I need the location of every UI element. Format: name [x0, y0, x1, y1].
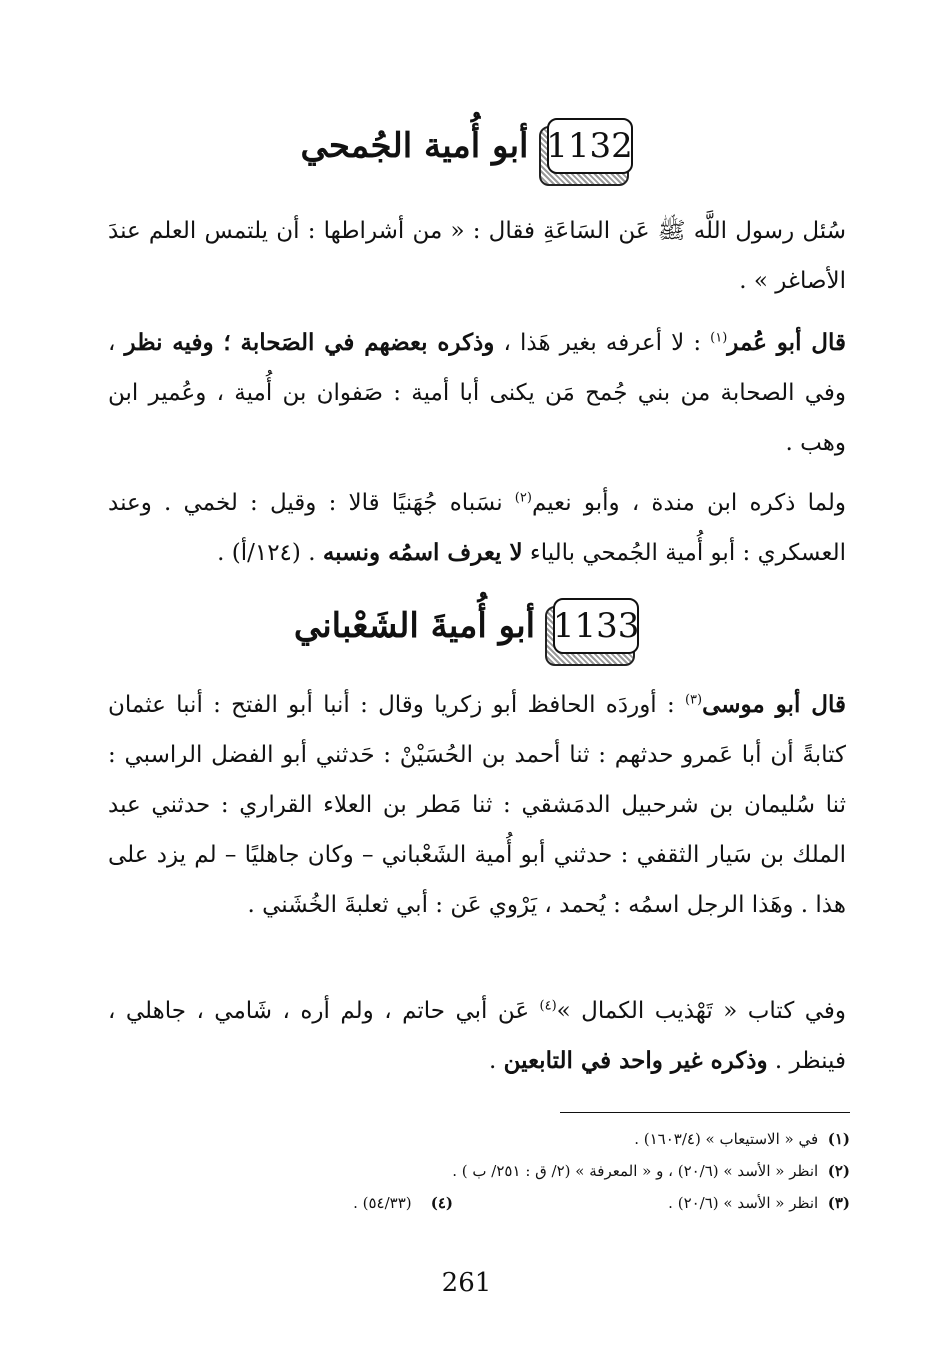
entry-1132-paragraph-3: [108, 478, 846, 578]
footnote-ref: (٢): [514, 490, 532, 506]
footnote-number: (٤): [430, 1194, 453, 1212]
footnote-2: [452, 1156, 850, 1186]
footnote-text: انظر « الأسد » (٢٠/٦) .: [668, 1194, 819, 1212]
entry-heading-1132: [0, 118, 933, 174]
footnote-ref: (١): [710, 330, 728, 346]
entry-1132-paragraph-2: [108, 318, 846, 468]
emphasis-text: وذكره غير واحد في التابعين: [503, 1047, 768, 1074]
entry-number: 1133: [553, 598, 639, 654]
entry-title: أبو أُمية الجُمحي: [300, 126, 529, 166]
emphasis-text: لا يعرف اسمُه ونسبه: [322, 539, 523, 566]
paragraph-text: ولما ذكره ابن مندة ، وأبو نعيم: [531, 490, 846, 516]
entry-1133-paragraph-2: [108, 986, 846, 1086]
paragraph-text: وفي كتاب « تَهْذيب الكمال »: [556, 998, 847, 1024]
entry-heading-1133: [0, 598, 933, 654]
footnote-text: انظر « الأسد » (٢٠/٦) ، و « المعرفة » (٢/ ق : ٢٥١/ ب ) .: [452, 1162, 819, 1180]
entry-number-box: [547, 118, 633, 174]
emphasis-text: وذكره بعضهم في الصَحابة ؛ وفيه نظر: [124, 329, 495, 356]
paragraph-text: عَن أبي حاتم ، ولم أره ، شَامي ، جاهلي ، فينظر .: [108, 998, 846, 1074]
footnote-divider: [560, 1112, 850, 1113]
footnote-text: (٥٤/٣٣) .: [353, 1194, 412, 1212]
paragraph-text: نسَباه جُهَنيًا قالا : وقيل : لخمي . وعند العسكري : أبو أُمية الجُمحي بالياء: [108, 490, 846, 566]
entry-1132-paragraph-1: سُئل رسول اللَّه ﷺ عَن السَاعَةِ فقال : « من أشراطها : أن يلتمس العلم عندَ الأصاغر » .: [108, 218, 846, 294]
author-name: قال أبو موسى: [702, 691, 846, 718]
paragraph-text: : أوردَه الحافظ أبو زكريا وقال : أنبا أبو الفتح : أنبا عثمان كتابةً أن أبا عَمرو حدثهم : ثنا أحمد بن الحُسَيْنْ : حَدثني أبو الفضل الراسبي : ثنا سُليمان بن شرحبيل الدمَشقي : ثنا مَطر بن العلاء القراري : حدثني عبد الملك بن سَيار الثقفي : حدثني أبو أُمية الشَعْباني – وكان جاهليًا – لم يزد على هذا . وهَذا الرجل اسمُه : يُحمد ، يَرْوي عَن : أبي ثعلبةَ الخُشَني .: [108, 692, 846, 918]
paragraph-text: . (١٢٤/أ) .: [217, 540, 323, 566]
footnote-number: (٣): [827, 1194, 850, 1212]
footnote-ref: (٣): [684, 692, 703, 708]
author-name: قال أبو عُمر: [727, 329, 846, 356]
footnote-4: [353, 1188, 453, 1218]
paragraph-text: .: [489, 1048, 504, 1074]
entry-1133-paragraph-1: [108, 680, 846, 930]
entry-title: أبو أُميةَ الشَعْباني: [293, 606, 536, 646]
footnote-text: في « الاستيعاب » (١٦٠٣/٤) .: [634, 1130, 819, 1148]
footnote-number: (١): [827, 1130, 850, 1148]
entry-number-box: [553, 598, 639, 654]
page-number: 261: [441, 1268, 492, 1298]
paragraph-text: : لا أعرفه بغير هَذا ،: [494, 330, 711, 356]
footnote-number: (٢): [827, 1162, 850, 1180]
entry-number: 1132: [547, 118, 633, 174]
footnote-1: [634, 1124, 850, 1154]
footnote-3: [668, 1188, 850, 1218]
paragraph-text: ، وفي الصحابة من بني جُمح مَن يكنى أبا أمية : صَفوان بن أُمية ، وعُمير ابن وهب .: [108, 330, 846, 456]
footnote-ref: (٤): [539, 998, 557, 1014]
